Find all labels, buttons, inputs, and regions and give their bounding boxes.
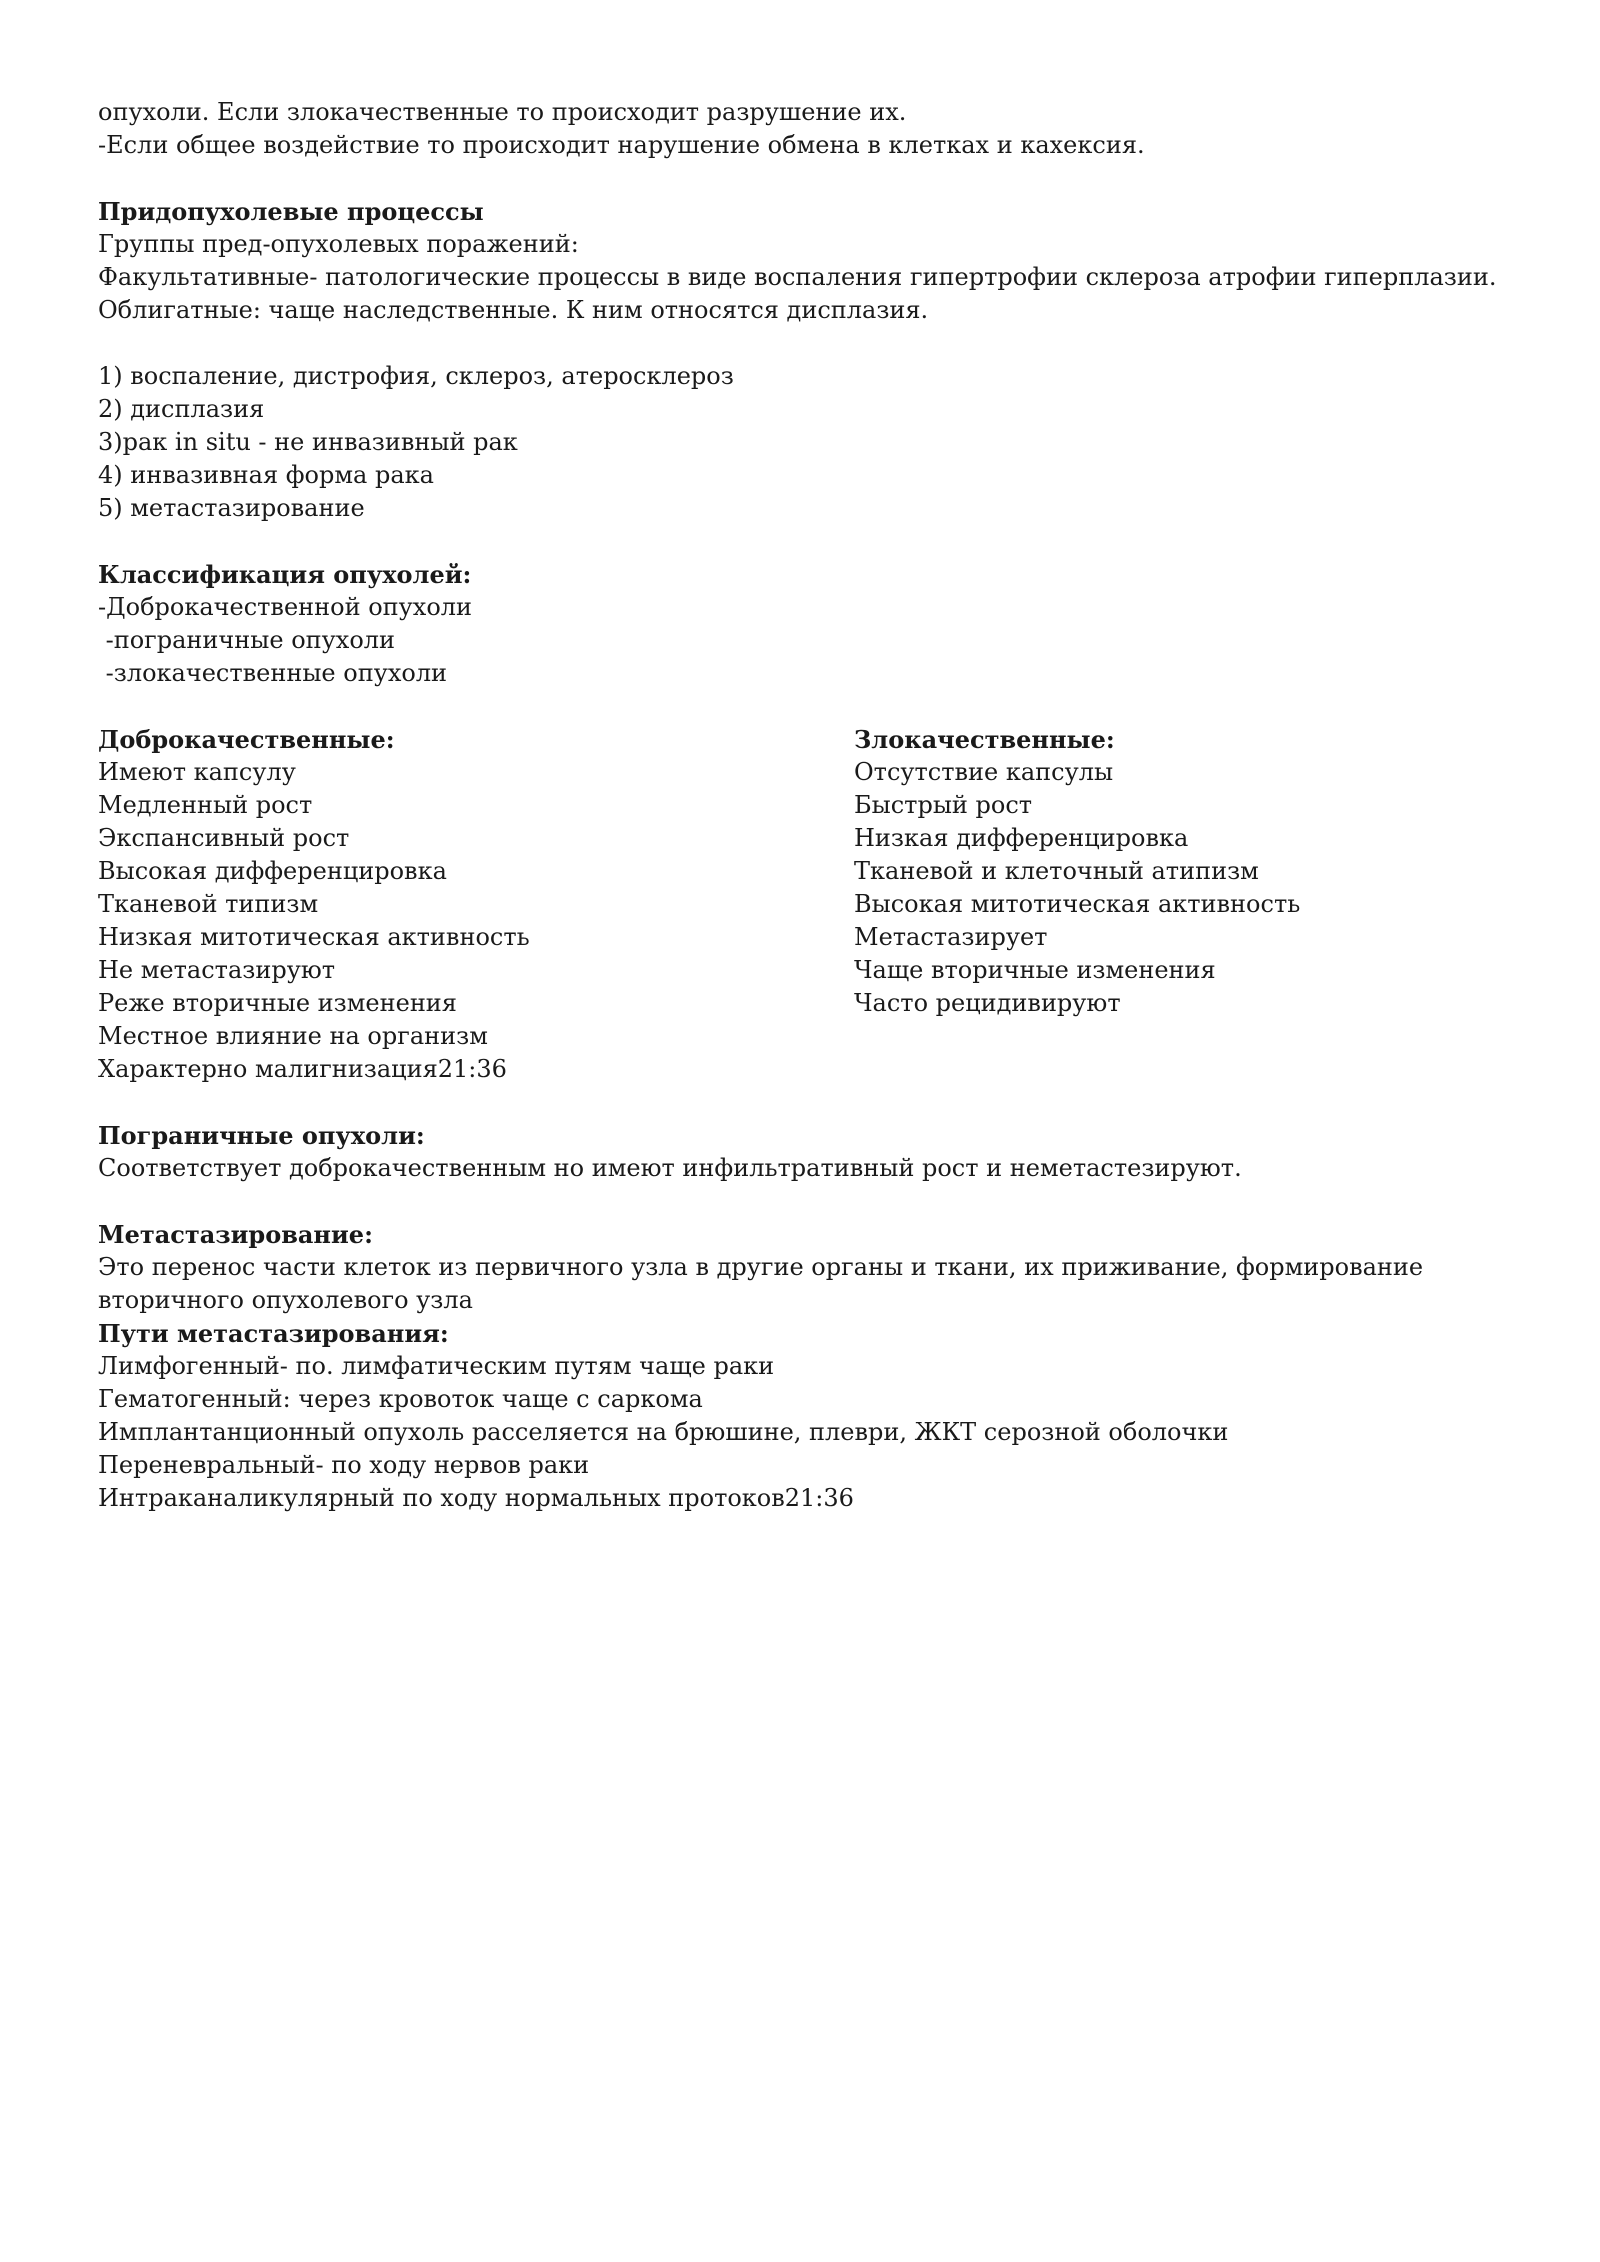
malignant-column xyxy=(854,723,1518,1086)
classification-item: -злокачественные опухоли xyxy=(98,659,448,687)
metastasis-path-item: Переневральный- по ходу нервов раки xyxy=(98,1451,590,1479)
metastasis-text-2: вторичного опухолевого узла xyxy=(98,1286,473,1314)
classification-heading: Классификация опухолей: xyxy=(98,560,472,589)
spacer xyxy=(98,327,1518,360)
malignant-item: Низкая дифференцировка xyxy=(854,824,1189,852)
metastasis-path-item: Гематогенный: через кровоток чаще с саркома xyxy=(98,1385,703,1413)
benign-item: Тканевой типизм xyxy=(98,890,319,918)
spacer xyxy=(98,1086,1518,1119)
benign-item: Медленный рост xyxy=(98,791,313,819)
malignant-item: Часто рецидивируют xyxy=(854,989,1121,1017)
malignant-item: Быстрый рост xyxy=(854,791,1033,819)
metastasis-heading: Метастазирование: xyxy=(98,1220,373,1249)
malignant-heading: Злокачественные: xyxy=(854,725,1115,754)
malignant-item: Метастазирует xyxy=(854,923,1048,951)
precancer-groups: Группы пред-опухолевых поражений: xyxy=(98,230,579,258)
spacer xyxy=(98,525,1518,558)
benign-item: Не метастазируют xyxy=(98,956,335,984)
benign-column xyxy=(98,723,854,1086)
malignant-item: Отсутствие капсулы xyxy=(854,758,1114,786)
benign-item: Реже вторичные изменения xyxy=(98,989,457,1017)
borderline-heading: Пограничные опухоли: xyxy=(98,1121,425,1150)
benign-item: Высокая дифференцировка xyxy=(98,857,447,885)
benign-item: Низкая митотическая активность xyxy=(98,923,530,951)
benign-item: Характерно малигнизация21:36 xyxy=(98,1055,507,1083)
document-body xyxy=(98,96,1518,1515)
precancer-obligate: Облигатные: чаще наследственные. К ним относятся дисплазия. xyxy=(98,296,929,324)
malignant-item: Чаще вторичные изменения xyxy=(854,956,1216,984)
classification-item: -Доброкачественной опухоли xyxy=(98,593,473,621)
benign-item: Местное влияние на организм xyxy=(98,1022,488,1050)
comparison-columns xyxy=(98,723,1518,1086)
benign-item: Имеют капсулу xyxy=(98,758,296,786)
stage-item: 1) воспаление, дистрофия, склероз, атеросклероз xyxy=(98,362,734,390)
benign-heading: Доброкачественные: xyxy=(98,725,395,754)
classification-item: -пограничные опухоли xyxy=(98,626,396,654)
metastasis-paths-heading: Пути метастазирования: xyxy=(98,1319,449,1348)
borderline-text: Соответствует доброкачественным но имеют инфильтративный рост и неметастезируют. xyxy=(98,1154,1242,1182)
stage-item: 3)рак in situ - не инвазивный рак xyxy=(98,428,518,456)
malignant-item: Тканевой и клеточный атипизм xyxy=(854,857,1259,885)
intro-line-2: -Если общее воздействие то происходит нарушение обмена в клетках и кахексия. xyxy=(98,131,1145,159)
spacer xyxy=(98,690,1518,723)
stage-item: 5) метастазирование xyxy=(98,494,365,522)
benign-item: Экспансивный рост xyxy=(98,824,350,852)
metastasis-text-1: Это перенос части клеток из первичного узла в другие органы и ткани, их приживание, формирование xyxy=(98,1253,1424,1281)
intro-line-1: опухоли. Если злокачественные то происходит разрушение их. xyxy=(98,98,907,126)
stage-item: 4) инвазивная форма рака xyxy=(98,461,434,489)
spacer xyxy=(98,1185,1518,1218)
spacer xyxy=(98,162,1518,195)
metastasis-path-item: Имплантанционный опухоль расселяется на брюшине, плеври, ЖКТ серозной оболочки xyxy=(98,1418,1229,1446)
precancer-facultative: Факультативные- патологические процессы в виде воспаления гипертрофии склероза атрофии гиперплазии. xyxy=(98,263,1497,291)
precancer-heading: Придопухолевые процессы xyxy=(98,197,484,226)
stage-item: 2) дисплазия xyxy=(98,395,265,423)
metastasis-path-item: Лимфогенный- по. лимфатическим путям чаще раки xyxy=(98,1352,775,1380)
metastasis-path-item: Интраканаликулярный по ходу нормальных протоков21:36 xyxy=(98,1484,854,1512)
malignant-item: Высокая митотическая активность xyxy=(854,890,1301,918)
